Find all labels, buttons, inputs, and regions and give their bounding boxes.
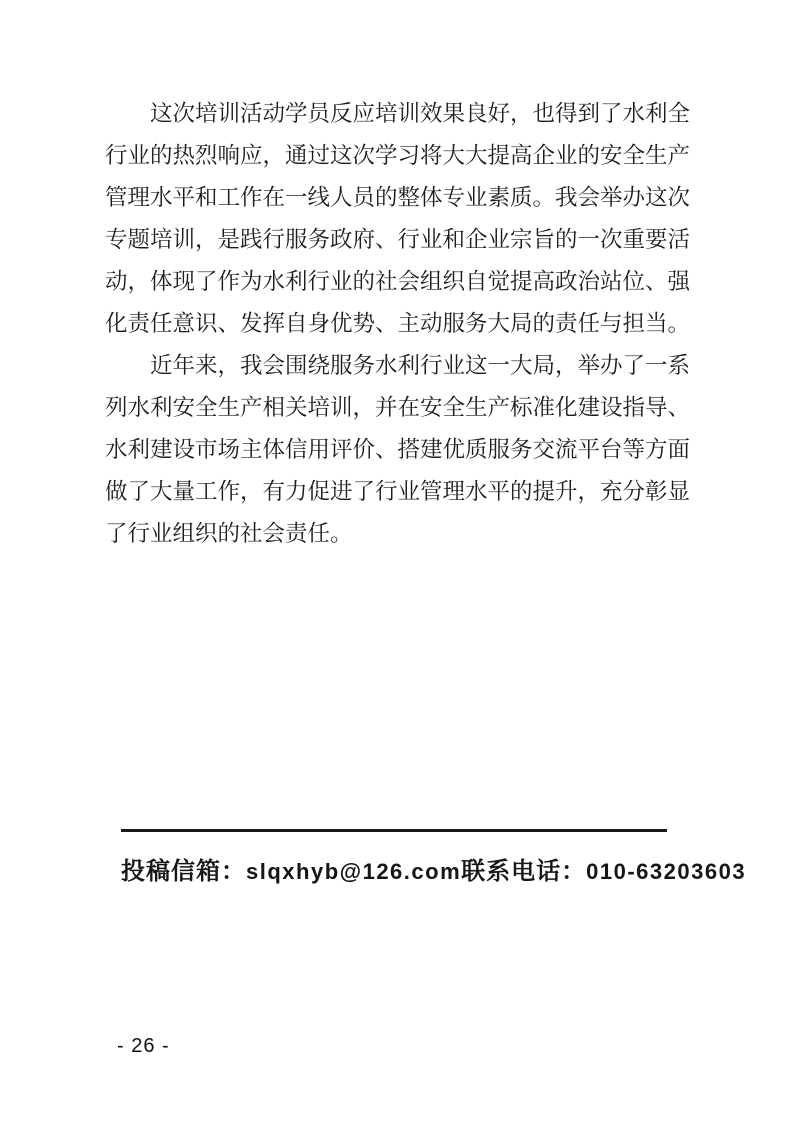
contact-phone-number: 010-63203603	[586, 859, 747, 884]
contact-phone-group	[461, 854, 746, 890]
paragraph-training-feedback: 这次培训活动学员反应培训效果良好，也得到了水利全行业的热烈响应，通过这次学习将大大提高企业的安全生产管理水平和工作在一线人员的整体专业素质。我会举办这次专题培训，是践行服务政府、行业和企业宗旨的一次重要活动，体现了作为水利行业的社会组织自觉提高政治站位、强化责任意识、发挥自身优势、主动服务大局的责任与担当。	[105, 101, 691, 336]
footer-contact-row	[121, 854, 747, 890]
submission-email-group	[121, 854, 461, 890]
submission-email-address: slqxhyb@126.com	[246, 859, 462, 884]
submission-email-label: 投稿信箱：	[121, 859, 246, 885]
contact-phone-label: 联系电话：	[461, 859, 587, 885]
document-body	[105, 93, 690, 555]
footer-divider-rule	[121, 829, 667, 832]
page-number: - 26 -	[117, 1035, 170, 1057]
paragraph-recent-years-work: 近年来，我会围绕服务水利行业这一大局，举办了一系列水利安全生产相关培训，并在安全生产标准化建设指导、水利建设市场主体信用评价、搭建优质服务交流平台等方面做了大量工作，有力促进了行业管理水平的提升，充分彰显了行业组织的社会责任。	[105, 353, 691, 546]
